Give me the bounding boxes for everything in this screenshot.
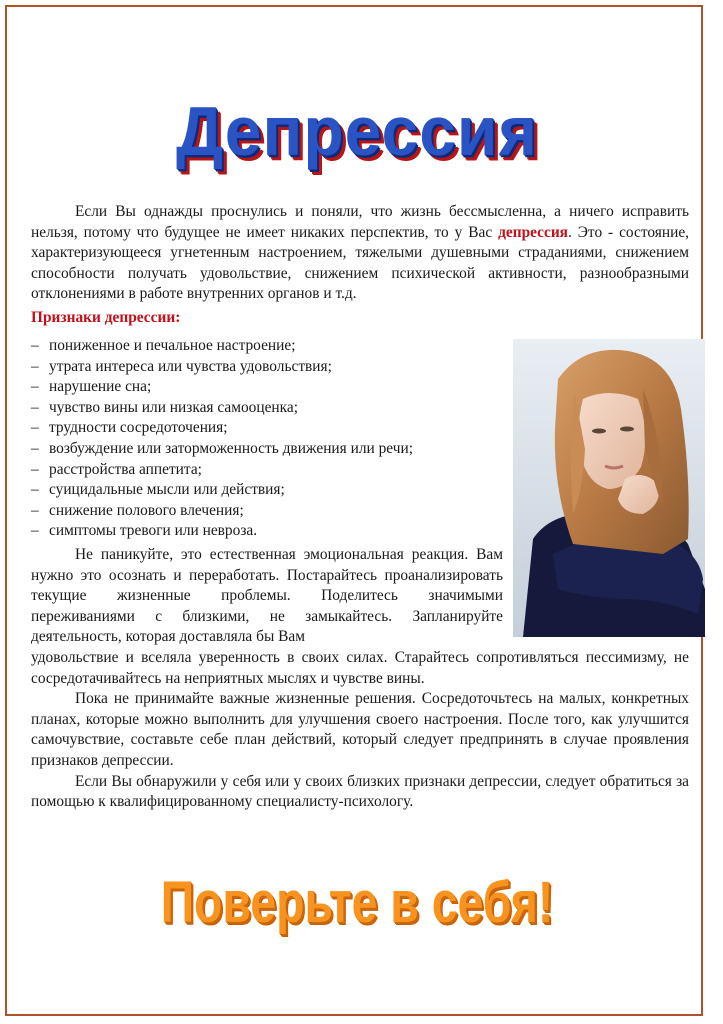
page-title: Депрессия: [175, 92, 539, 170]
paragraph-1-rest: удовольствие и вселяла уверенность в своих силах. Старайтесь сопротивляться пессимизму, не сосредотачивайтесь на неприятных мыслях и чувстве вины.: [31, 648, 689, 687]
list-item: [31, 418, 501, 439]
list-item-text: возбуждение или заторможенность движения или речи;: [49, 439, 413, 457]
list-item-text: трудности сосредоточения;: [49, 419, 228, 437]
intro-highlight: депрессия: [498, 223, 569, 241]
signs-list: [31, 336, 501, 542]
footer-slogan: Поверьте в себя!: [160, 870, 554, 935]
list-item-text: симптомы тревоги или невроза.: [49, 522, 258, 540]
list-item: [31, 521, 501, 542]
list-item: [31, 480, 501, 501]
list-item: [31, 398, 501, 419]
intro-text-after: . Это - состояние, характеризующееся угнетенным настроением, тяжелыми душевными страданиями, снижением способности получать удовольствие, снижением психической активности, разнообразными отклонениями в работе внутренних органов и т.д.: [31, 223, 689, 303]
list-item-text: пониженное и печальное настроение;: [49, 337, 296, 354]
page-frame: [5, 5, 703, 1016]
dash-mark: –: [31, 398, 39, 416]
signs-heading: Признаки депрессии:: [31, 309, 181, 326]
dash-mark: –: [31, 501, 39, 519]
list-item: [31, 460, 501, 481]
list-item-text: нарушение сна;: [49, 378, 152, 396]
list-item-text: снижение полового влечения;: [49, 501, 244, 519]
list-item-text: суицидальные мысли или действия;: [49, 481, 285, 499]
body-text: [31, 545, 689, 813]
dash-mark: –: [31, 337, 39, 354]
list-item: [31, 501, 501, 522]
paragraph-1-narrow: Не паникуйте, это естественная эмоциональная реакция. Вам нужно это осознать и переработать. Постарайтесь проанализировать текущие жизненные проблемы. Поделитесь значимыми переживаниями с близкими, не замыкайтесь. Запланируйте деятельность, которая доставляла бы Вам: [31, 546, 503, 646]
list-item-text: расстройства аппетита;: [49, 460, 202, 478]
list-item: [31, 357, 501, 378]
dash-mark: –: [31, 439, 39, 457]
list-item: [31, 439, 501, 460]
intro-paragraph: [31, 202, 689, 305]
dash-mark: –: [31, 419, 39, 437]
dash-mark: –: [31, 481, 39, 499]
dash-mark: –: [31, 378, 39, 396]
paragraph-2: Пока не принимайте важные жизненные решения. Сосредоточьтесь на малых, конкретных планах, которые можно выполнить для улучшения своего настроения. После того, как улучшится самочувствие, составьте себе план действий, который следует предпринять в случае проявления признаков депрессии.: [31, 690, 689, 769]
list-item: [31, 336, 501, 357]
list-item-text: утрата интереса или чувства удовольствия;: [49, 357, 332, 375]
dash-mark: –: [31, 357, 39, 375]
list-item: [31, 377, 501, 398]
list-item-text: чувство вины или низкая самооценка;: [49, 398, 298, 416]
paragraph-3: Если Вы обнаружили у себя или у своих близких признаки депрессии, следует обратиться за помощью к квалифицированному специалисту-психологу.: [31, 772, 689, 811]
intro-text-before: Если Вы однажды проснулись и поняли, что жизнь бессмысленна, а ничего исправить нельзя, потому что будущее не имеет никаких перспектив, то у Вас: [31, 203, 689, 241]
dash-mark: –: [31, 460, 39, 478]
dash-mark: –: [31, 522, 39, 540]
